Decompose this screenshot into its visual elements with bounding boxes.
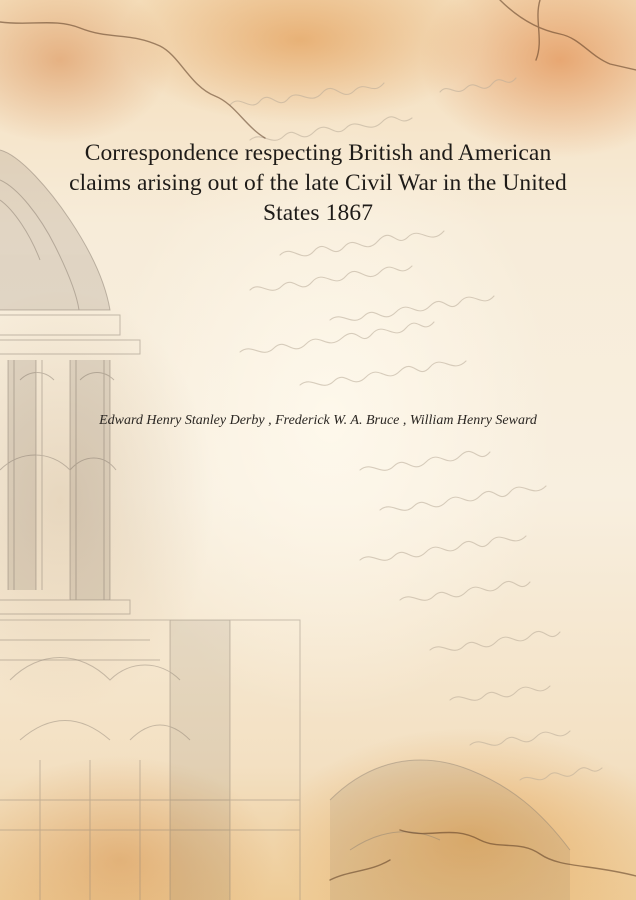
ruin-shading-bottom — [170, 620, 570, 900]
book-authors: Edward Henry Stanley Derby , Frederick W. A. Bruce , William Henry Seward — [99, 413, 537, 428]
book-title: Correspondence respecting British and American claims arising out of the late Civil War in the United States 1867 — [69, 140, 567, 226]
